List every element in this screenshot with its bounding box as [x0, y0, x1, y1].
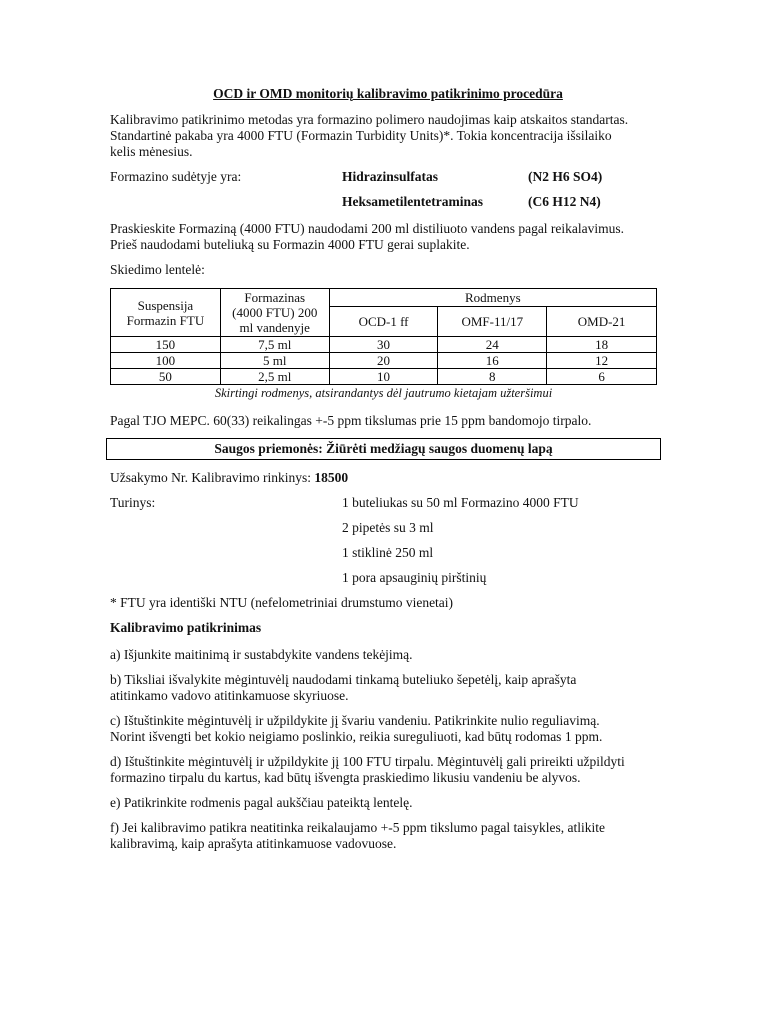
step-line: e) Patikrinkite rodmenis pagal aukščiau pateiktą lentelę.	[110, 795, 413, 810]
step-line: a) Išjunkite maitinimą ir sustabdykite vandens tekėjimą.	[110, 647, 413, 662]
table-cell: 50	[111, 369, 221, 385]
step-b	[110, 672, 666, 704]
header-readings: Rodmenys	[329, 289, 656, 307]
table-row	[111, 337, 657, 353]
step-d	[110, 754, 666, 786]
table-note: Skirtingi rodmenys, atsirandantys dėl jautrumo kietajam užteršimui	[214, 386, 553, 400]
order-prefix: Užsakymo Nr. Kalibravimo rinkinys:	[110, 470, 315, 485]
step-line: d) Ištuštinkite mėgintuvėlį ir užpildykite jį 100 FTU tirpalu. Mėgintuvėlį gali prireikti užpildyti	[110, 754, 625, 769]
intro-paragraph	[110, 112, 666, 160]
composition-label: Formazino sudėtyje yra:	[110, 169, 242, 184]
contents-row	[110, 520, 666, 536]
intro-line: kelis mėnesius.	[110, 144, 193, 159]
step-line: b) Tiksliai išvalykite mėgintuvėlį naudodami tinkamą buteliuko šepetėlį, kaip aprašyta	[110, 672, 577, 687]
composition-item-name: Hidrazinsulfatas	[342, 169, 439, 184]
contents-row	[110, 570, 666, 586]
table-row	[111, 353, 657, 369]
table-cell: 8	[438, 369, 547, 385]
table-label: Skiedimo lentelė:	[110, 262, 205, 277]
composition-item-name: Heksametilentetraminas	[342, 194, 483, 209]
step-line: f) Jei kalibravimo patikra neatitinka reikalaujamo +-5 ppm tikslumo pagal taisykles, atlikite	[110, 820, 605, 835]
step-line: Norint išvengti bet kokio neigiamo poslinkio, reikia sureguliuoti, kad būtų rodomas 1 ppm.	[110, 729, 603, 744]
intro-line: Kalibravimo patikrinimo metodas yra formazino polimero naudojimas kaip atskaitos standartas.	[110, 112, 629, 127]
table-cell: 7,5 ml	[220, 337, 329, 353]
contents-row	[110, 545, 666, 561]
contents-row	[110, 495, 666, 511]
header-suspension: Suspensija Formazin FTU	[111, 289, 221, 337]
step-f	[110, 820, 666, 852]
step-line: kalibravimą, kaip aprašyta atitinkamuose vadovuose.	[110, 836, 397, 851]
order-number: 18500	[314, 470, 349, 485]
composition-row-1	[110, 169, 666, 185]
header-ocd: OCD-1 ff	[329, 307, 438, 337]
contents-label: Turinys:	[110, 495, 156, 510]
table-cell: 150	[111, 337, 221, 353]
contents-item: 1 stiklinė 250 ml	[342, 545, 434, 560]
table-cell: 100	[111, 353, 221, 369]
step-e	[110, 795, 666, 811]
table-cell: 5 ml	[220, 353, 329, 369]
composition-item-formula: (N2 H6 SO4)	[528, 169, 603, 184]
table-cell: 20	[329, 353, 438, 369]
contents-item: 1 buteliukas su 50 ml Formazino 4000 FTU	[342, 495, 579, 510]
contents-item: 1 pora apsauginių pirštinių	[342, 570, 487, 585]
document-page	[110, 86, 666, 861]
composition-item-formula: (C6 H12 N4)	[528, 194, 601, 209]
dilute-line: Praskieskite Formaziną (4000 FTU) naudodami 200 ml distiliuoto vandens pagal reikalavimus.	[110, 221, 625, 236]
order-line	[110, 470, 666, 486]
step-line: atitinkamo vadovo atitinkamuose skyriuose.	[110, 688, 349, 703]
table-cell: 6	[547, 369, 657, 385]
step-c	[110, 713, 666, 745]
table-cell: 10	[329, 369, 438, 385]
table-cell: 30	[329, 337, 438, 353]
intro-line: Standartinė pakaba yra 4000 FTU (Formazin Turbidity Units)*. Tokia koncentracija išsilaiko	[110, 128, 612, 143]
table-cell: 18	[547, 337, 657, 353]
step-a	[110, 647, 666, 663]
contents-item: 2 pipetės su 3 ml	[342, 520, 434, 535]
table-cell: 2,5 ml	[220, 369, 329, 385]
composition-row-2	[110, 194, 666, 210]
header-formazin: Formazinas (4000 FTU) 200 ml vandenyje	[220, 289, 329, 337]
safety-box: Saugos priemonės: Žiūrėti medžiagų saugos duomenų lapą	[106, 438, 661, 460]
dilute-paragraph	[110, 221, 666, 253]
step-line: formazino tirpalu du kartus, kad būtų išvengta praskiedimo likusiu vandeniu be alyvos.	[110, 770, 581, 785]
dilute-line: Prieš naudodami buteliuką su Formazin 4000 FTU gerai suplakite.	[110, 237, 470, 252]
header-omf: OMF-11/17	[438, 307, 547, 337]
section-heading: Kalibravimo patikrinimas	[110, 620, 262, 635]
table-cell: 16	[438, 353, 547, 369]
table-cell: 12	[547, 353, 657, 369]
accuracy-text: Pagal TJO MEPC. 60(33) reikalingas +-5 ppm tikslumas prie 15 ppm bandomojo tirpalo.	[110, 413, 592, 428]
table-row	[111, 369, 657, 385]
table-cell: 24	[438, 337, 547, 353]
footnote: * FTU yra identiški NTU (nefelometriniai drumstumo vienetai)	[110, 595, 454, 610]
dilution-table	[110, 288, 657, 385]
header-omd: OMD-21	[547, 307, 657, 337]
step-line: c) Ištuštinkite mėgintuvėlį ir užpildykite jį švariu vandeniu. Patikrinkite nulio reguliavimą.	[110, 713, 600, 728]
document-title: OCD ir OMD monitorių kalibravimo patikrinimo procedūra	[213, 86, 563, 101]
